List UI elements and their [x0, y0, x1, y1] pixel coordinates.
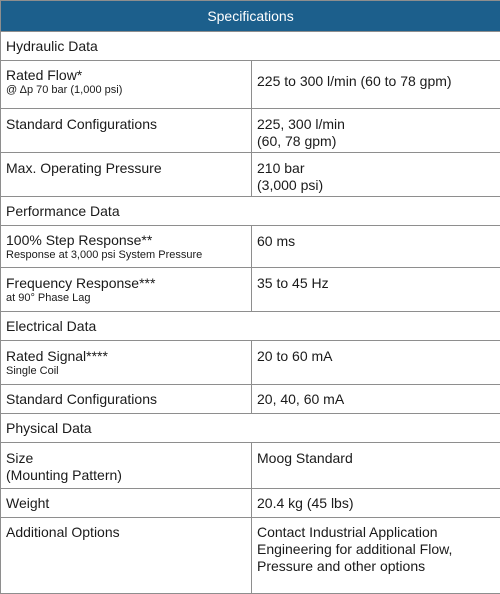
row-value-cell [252, 443, 500, 489]
table-title: Specifications [1, 1, 500, 32]
row-value-cell [252, 341, 500, 385]
table-row [1, 341, 500, 385]
row-label: Standard Configurations [6, 116, 246, 133]
row-value: Engineering for additional Flow, [257, 541, 495, 558]
row-value: 20 to 60 mA [257, 348, 495, 365]
row-value: 60 ms [257, 233, 495, 250]
row-label-cell [1, 443, 252, 489]
table-row [1, 268, 500, 312]
row-sublabel: at 90° Phase Lag [6, 292, 246, 305]
row-value: Moog Standard [257, 450, 495, 467]
row-value: Pressure and other options [257, 558, 495, 575]
row-label: Size [6, 450, 246, 467]
section-row-hydraulic [1, 32, 500, 61]
row-value: 20.4 kg (45 lbs) [257, 495, 495, 512]
row-value-cell [252, 153, 500, 197]
row-label-cell [1, 518, 252, 594]
row-value: 225 to 300 l/min (60 to 78 gpm) [257, 73, 495, 90]
row-value: (60, 78 gpm) [257, 133, 495, 150]
row-value: 210 bar [257, 160, 495, 177]
table-row [1, 385, 500, 414]
row-label: Rated Flow* [6, 67, 246, 84]
row-label: Weight [6, 495, 246, 512]
row-value: Contact Industrial Application [257, 524, 495, 541]
row-label-cell [1, 226, 252, 268]
row-label: Rated Signal**** [6, 348, 246, 365]
row-label-cell [1, 153, 252, 197]
table-row [1, 61, 500, 109]
row-label-cell [1, 489, 252, 518]
row-label: Max. Operating Pressure [6, 160, 246, 177]
section-title-electrical: Electrical Data [1, 312, 500, 341]
row-sublabel: @ Δp 70 bar (1,000 psi) [6, 84, 246, 97]
table-row [1, 109, 500, 153]
table-row [1, 153, 500, 197]
row-sublabel: Response at 3,000 psi System Pressure [6, 249, 246, 262]
row-label-cell [1, 268, 252, 312]
row-value-cell [252, 268, 500, 312]
row-label: 100% Step Response** [6, 232, 246, 249]
row-label: Standard Configurations [6, 391, 246, 408]
row-sublabel: Single Coil [6, 365, 246, 378]
row-label-cell [1, 109, 252, 153]
row-value-cell [252, 226, 500, 268]
table-row [1, 226, 500, 268]
table-row [1, 443, 500, 489]
row-label-cell [1, 341, 252, 385]
row-label: Frequency Response*** [6, 275, 246, 292]
table-row [1, 489, 500, 518]
section-title-physical: Physical Data [1, 414, 500, 443]
row-value-cell [252, 385, 500, 414]
row-value: 35 to 45 Hz [257, 275, 495, 292]
row-value-cell [252, 489, 500, 518]
row-value-cell [252, 518, 500, 594]
row-label: Additional Options [6, 524, 246, 541]
section-row-electrical [1, 312, 500, 341]
row-value: 225, 300 l/min [257, 116, 495, 133]
row-value-cell [252, 61, 500, 109]
row-label-cell [1, 61, 252, 109]
row-label: (Mounting Pattern) [6, 467, 246, 484]
section-title-performance: Performance Data [1, 197, 500, 226]
section-title-hydraulic: Hydraulic Data [1, 32, 500, 61]
row-value-cell [252, 109, 500, 153]
table-header-row [1, 1, 500, 32]
row-label-cell [1, 385, 252, 414]
row-value: 20, 40, 60 mA [257, 391, 495, 408]
table-row [1, 518, 500, 594]
section-row-performance [1, 197, 500, 226]
section-row-physical [1, 414, 500, 443]
row-value: (3,000 psi) [257, 177, 495, 194]
